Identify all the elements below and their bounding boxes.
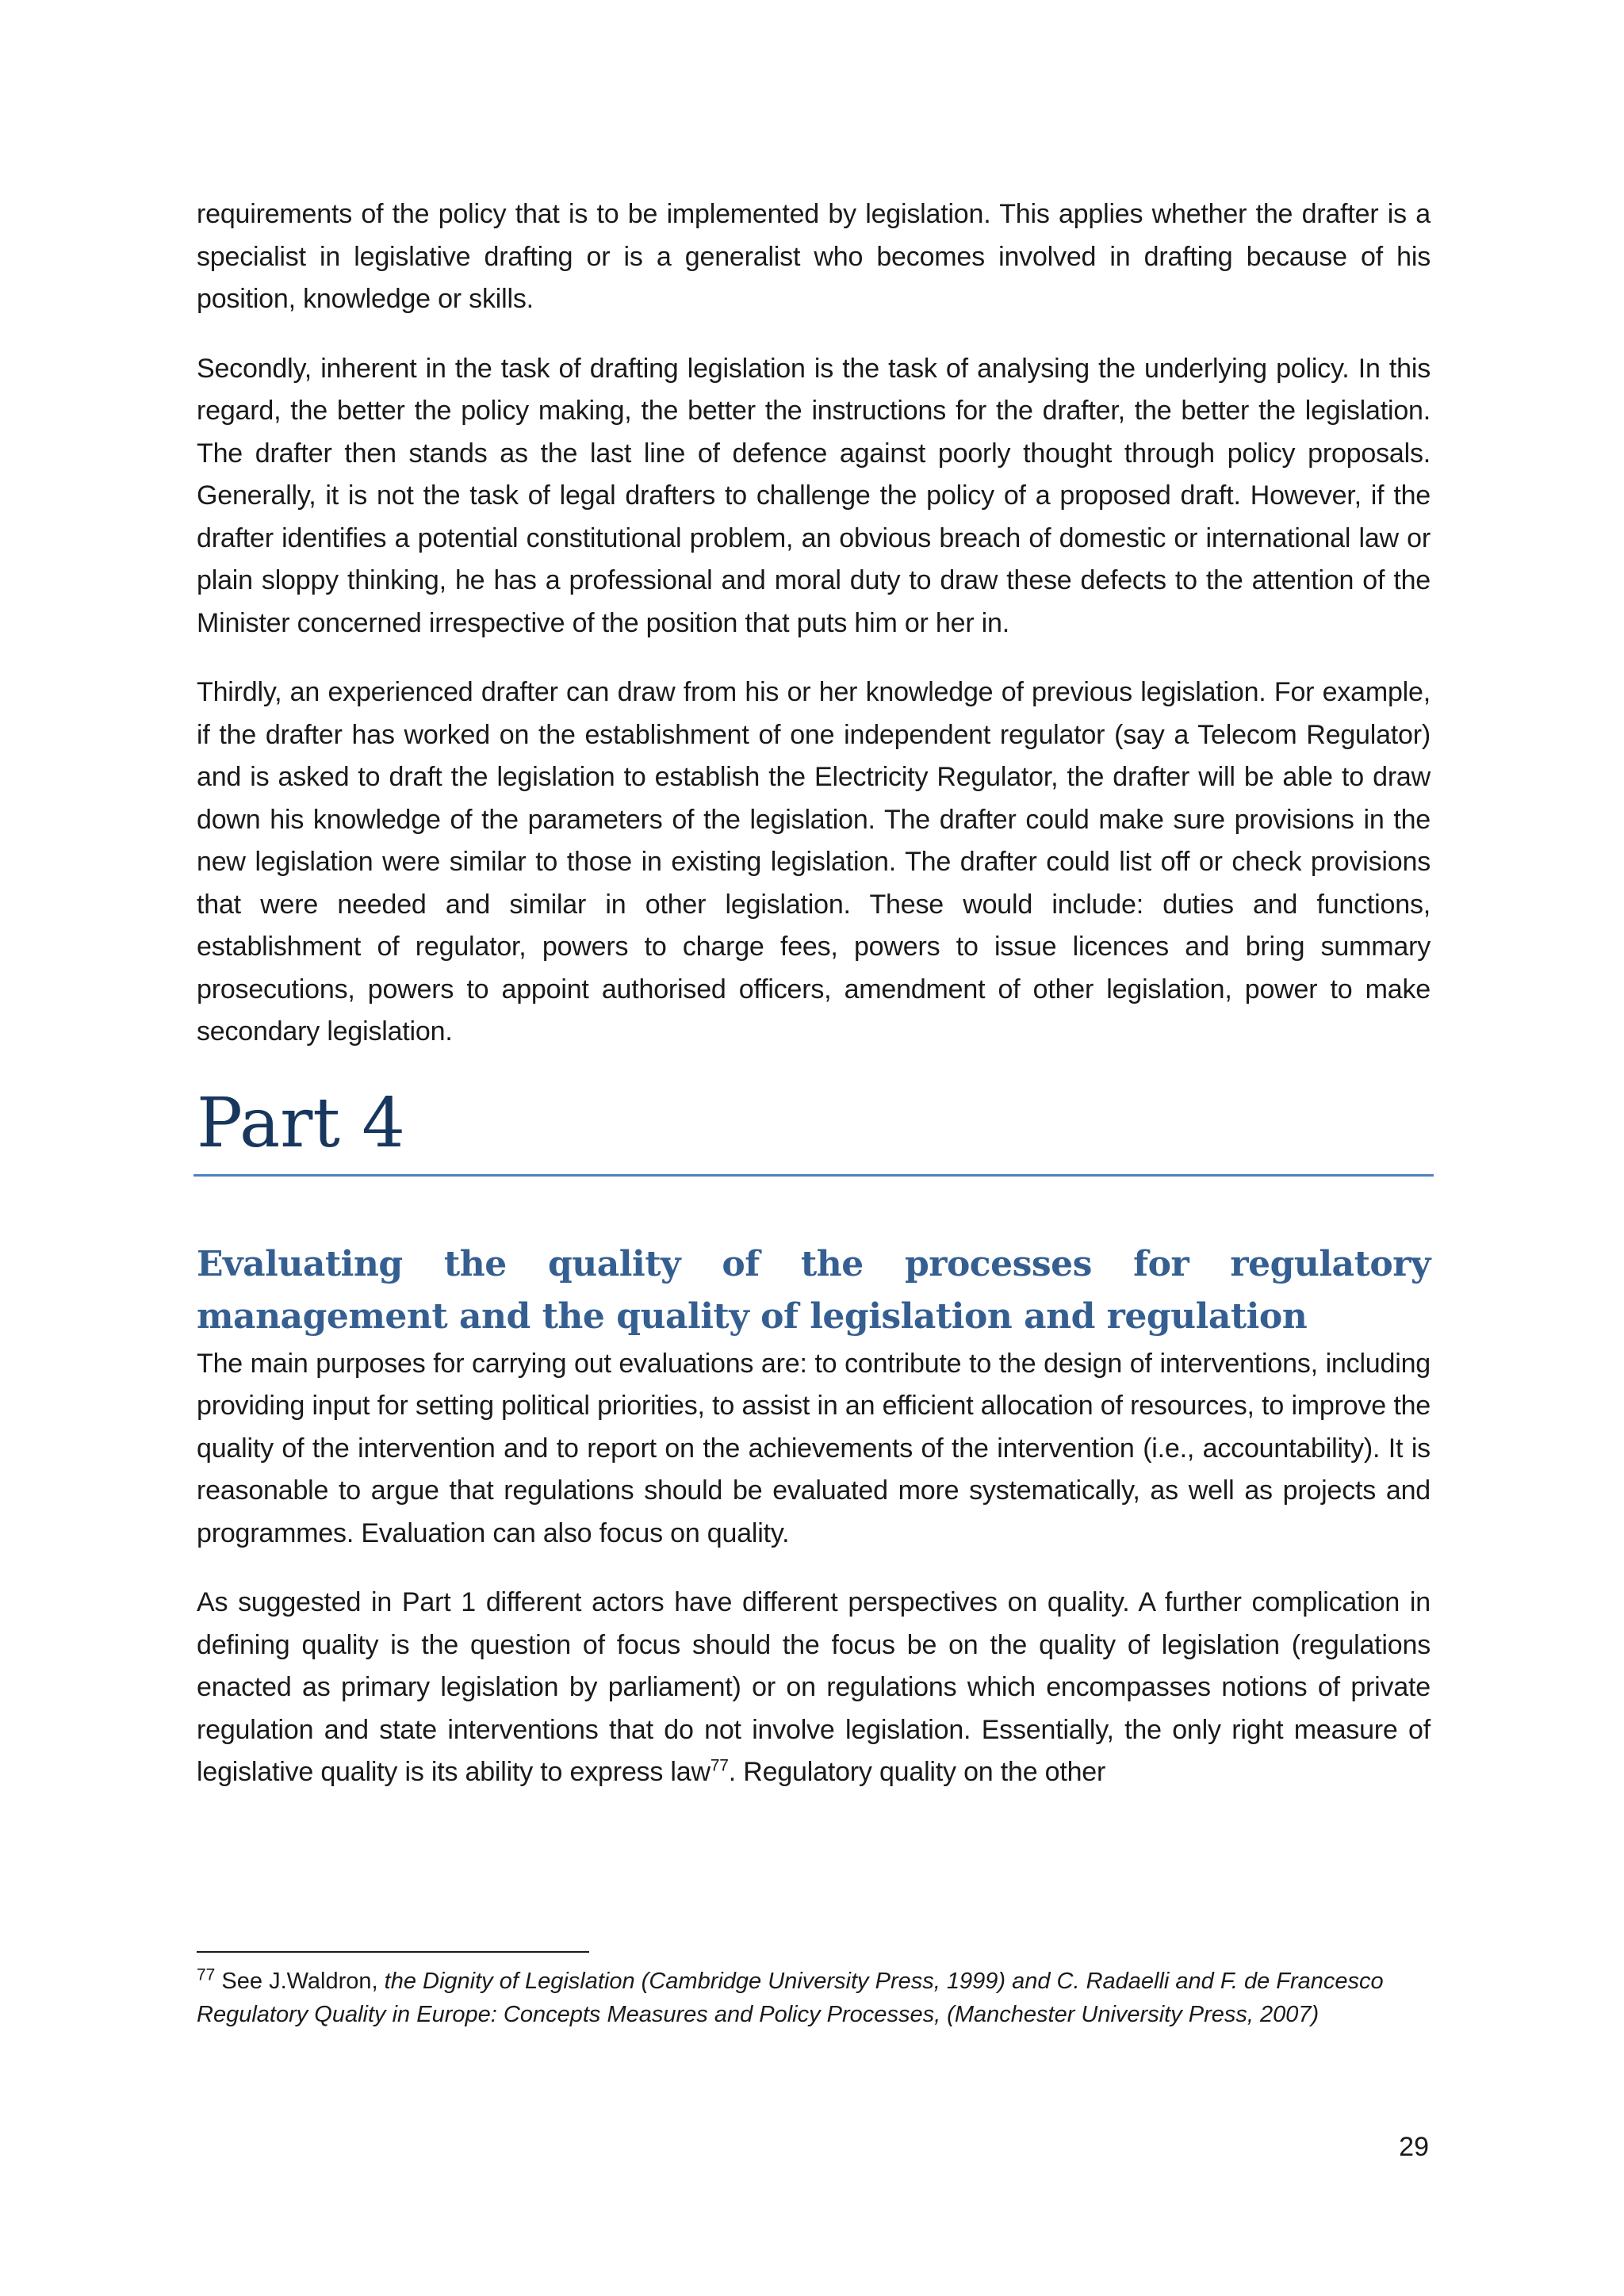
paragraph-quality-perspectives bbox=[197, 1582, 1431, 1794]
paragraph-secondly: Secondly, inherent in the task of drafting legislation is the task of analysing the underlying policy. In this regard, the better the policy making, the better the instructions for the drafter, the better the legislation. The drafter then stands as the last line of defence against poorly thought through policy proposals. Generally, it is not the task of legal drafters to challenge the policy of a proposed draft. However, if the drafter identifies a potential constitutional problem, an obvious breach of domestic or international law or plain sloppy thinking, he has a professional and moral duty to draw these defects to the attention of the Minister concerned irrespective of the position that puts him or her in. bbox=[197, 353, 1431, 638]
paragraph-text: As suggested in Part 1 different actors have different perspectives on quality. A further complication in defining quality is the question of focus should the focus be on the quality of legislation (regulations enacted as primary legislation by parliament) or on regulations which encompasses notions of private regulation and state interventions that do not involve legislation. Essentially, the only right measure of legislative quality is its ability to express law bbox=[197, 1587, 1431, 1787]
part-divider bbox=[193, 1174, 1434, 1177]
paragraph-evaluation-purposes: The main purposes for carrying out evaluations are: to contribute to the design of interventions, including providing input for setting political priorities, to assist in an efficient allocation of resources, to improve the quality of the intervention and to report on the achievements of the intervention (i.e., accountability). It is reasonable to argue that regulations should be evaluated more systematically, as well as projects and programmes. Evaluation can also focus on quality. bbox=[197, 1348, 1431, 1548]
footnote-citation: the Dignity of Legislation (Cambridge University Press, 1999) and C. Radaelli and F. de Francesco Regulatory Quality in Europe: Concepts Measures and Policy Processes, (Manchester University Press, 2007) bbox=[197, 1969, 1384, 2027]
paragraph-policy-requirements: requirements of the policy that is to be implemented by legislation. This applies whether the drafter is a specialist in legislative drafting or is a generalist who becomes involved in drafting because of his position, knowledge or skills. bbox=[197, 199, 1431, 314]
page-body bbox=[197, 193, 1431, 1821]
footnote-lead-text: See J.Waldron, bbox=[215, 1969, 385, 1994]
footnote-reference[interactable]: 77 bbox=[710, 1756, 729, 1775]
paragraph-text-continued: . Regulatory quality on the other bbox=[728, 1757, 1106, 1787]
footnote-separator bbox=[197, 1951, 589, 1953]
section-heading: Evaluating the quality of the processes for regulatory management and the quality of legislation and regulation bbox=[197, 1243, 1431, 1337]
part-heading: Part 4 bbox=[197, 1083, 405, 1163]
page-number: 29 bbox=[1399, 2132, 1429, 2162]
footnote bbox=[197, 1965, 1402, 2031]
footnote-number: 77 bbox=[197, 1965, 216, 1984]
paragraph-thirdly: Thirdly, an experienced drafter can draw from his or her knowledge of previous legislation. For example, if the drafter has worked on the establishment of one independent regulator (say a Telecom Regulator) and is asked to draft the legislation to establish the Electricity Regulator, the drafter will be able to draw down his knowledge of the parameters of the legislation. The drafter could make sure provisions in the new legislation were similar to those in existing legislation. The drafter could list off or check provisions that were needed and similar in other legislation. These would include: duties and functions, establishment of regulator, powers to charge fees, powers to issue licences and bring summary prosecutions, powers to appoint authorised officers, amendment of other legislation, power to make secondary legislation. bbox=[197, 677, 1431, 1047]
